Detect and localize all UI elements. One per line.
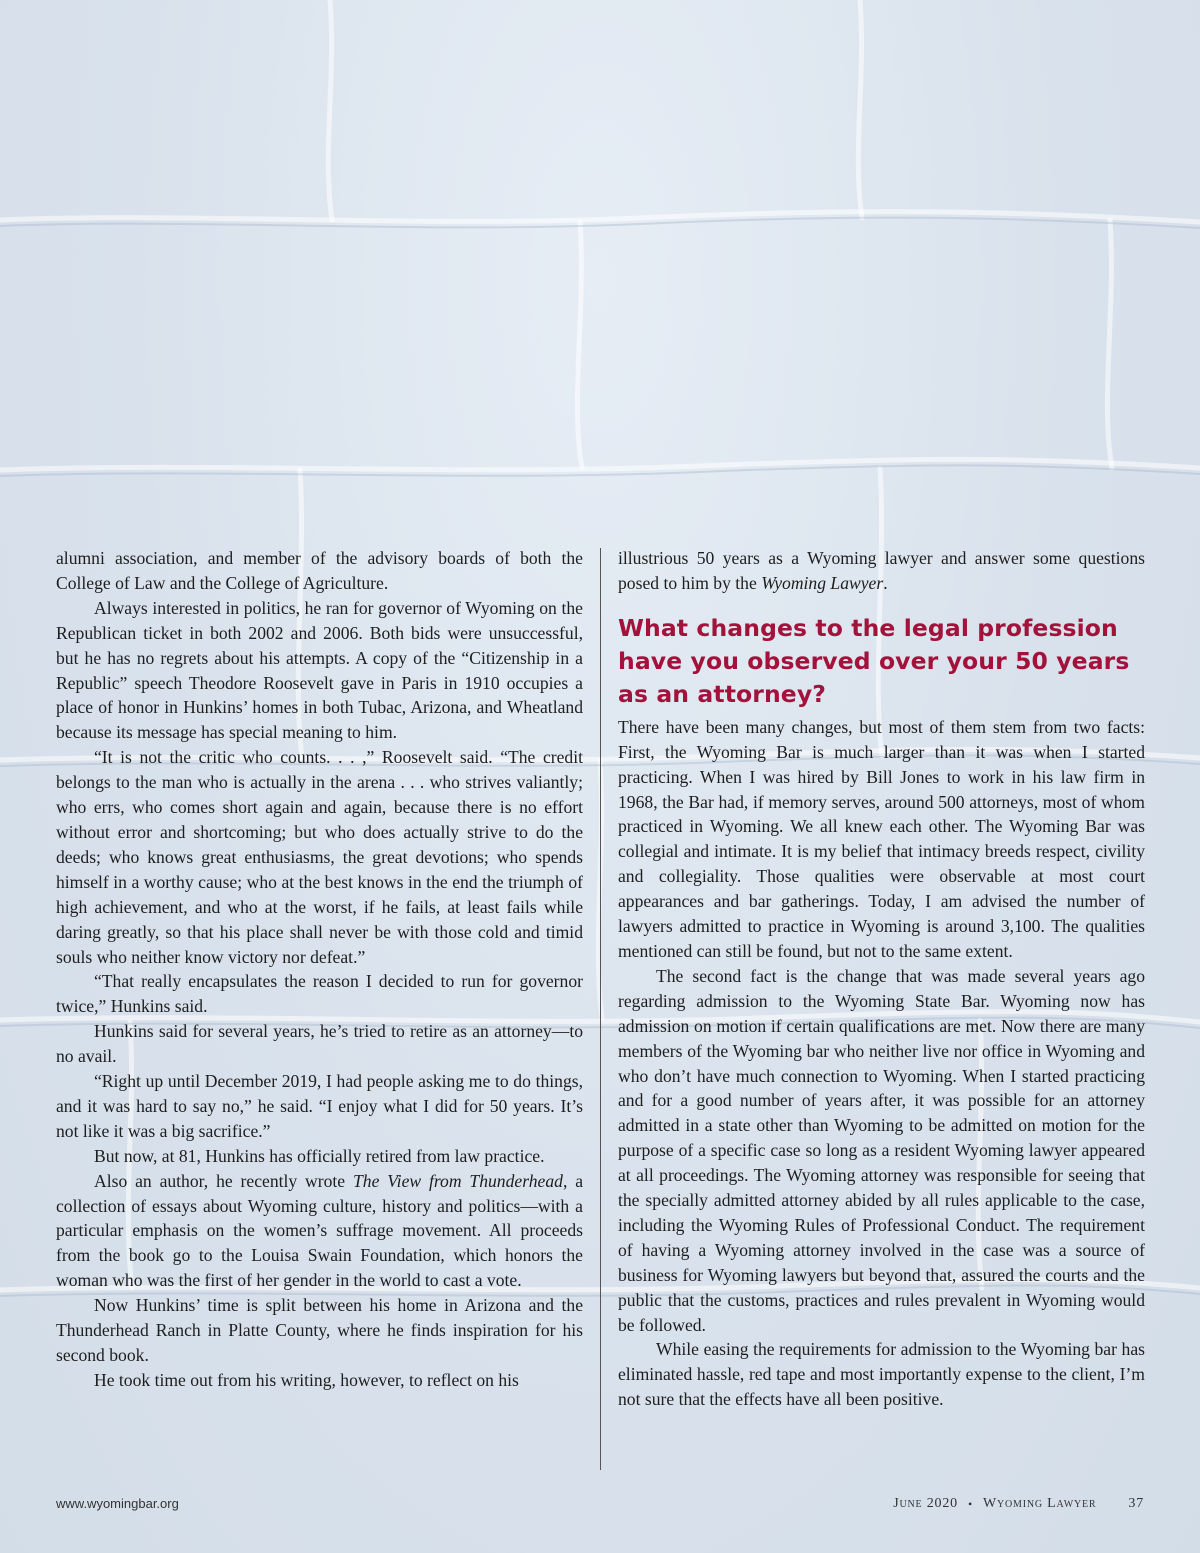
footer-publication: Wyoming Lawyer: [982, 1496, 1097, 1511]
paragraph: Hunkins said for several years, he’s tried to retire as an attorney—to no avail.: [56, 1021, 583, 1067]
paragraph: “That really encapsulates the reason I decided to run for governor twice,” Hunkins said.: [56, 971, 583, 1017]
page-number: 37: [1128, 1496, 1144, 1511]
text-run: .: [883, 572, 888, 593]
right-column: [618, 546, 1145, 1412]
text-run: , a collection of essays about Wyoming culture, history and politics—with a particular emphasis on the women’s suffrage movement. All proceeds from the book go to the Louisa Swain Foundation, which honors the woman who was the first of her gender in the world to cast a vote.: [56, 1170, 584, 1291]
paragraph: But now, at 81, Hunkins has officially retired from law practice.: [94, 1145, 545, 1166]
text-run: Also an author, he recently wrote: [94, 1170, 353, 1191]
paragraph: alumni association, and member of the advisory boards of both the College of Law and the College of Agriculture.: [56, 548, 583, 593]
paragraph: [618, 546, 1145, 596]
footer-website: www.wyomingbar.org: [56, 1496, 179, 1511]
question-heading: What changes to the legal profession have you observed over your 50 years as an attorney?: [618, 613, 1130, 708]
bullet-icon: •: [967, 1496, 973, 1511]
roosevelt-quote-paragraph: “It is not the critic who counts. . . ,” Roosevelt said. “The credit belongs to the man who is actually in the arena . . . who strives valiantly; who errs, who comes short again and again, because there is no effort without error and shortcoming; but who does actually strive to do the deeds; who knows great enthusiasms, the great devotions; who spends himself in a worthy cause; who at the best knows in the end the triumph of high achievement, and who at the worst, if he fails, at least fails while daring greatly, so that his place shall never be with those cold and timid souls who neither know victory nor defeat.”: [56, 747, 583, 967]
book-paragraph: [56, 1169, 583, 1294]
book-title: The View from Thunderhead: [352, 1170, 563, 1191]
paragraph: Now Hunkins’ time is split between his home in Arizona and the Thunderhead Ranch in Platte County, where he finds inspiration for his second book.: [56, 1295, 583, 1365]
paragraph: There have been many changes, but most of them stem from two facts: First, the Wyoming Bar is much larger than it was when I started practicing. When I was hired by Bill Jones to work in his law firm in 1968, the Bar had, if memory serves, around 500 attorneys, most of whom practiced in Wyoming. We all knew each other. The Wyoming Bar was collegial and intimate. It is my belief that intimacy breeds respect, civility and collegiality. Those qualities were observable at most court appearances and bar gatherings. Today, I am advised the number of lawyers admitted to practice in Wyoming is around 3,100. The qualities mentioned can still be found, but not to the same extent.: [618, 716, 1145, 961]
left-column: [56, 546, 583, 1393]
footer-date: June 2020: [893, 1496, 958, 1511]
paragraph: “Right up until December 2019, I had people asking me to do things, and it was hard to say no,” he said. “I enjoy what I did for 50 years. It’s not like it was a big sacrifice.”: [56, 1071, 583, 1141]
column-divider: [600, 548, 601, 1470]
text-run: illustrious 50 years as a Wyoming lawyer and answer some questions posed to him by the: [618, 548, 1145, 593]
paragraph: The second fact is the change that was made several years ago regarding admission to the Wyoming State Bar. Wyoming now has admission on motion if certain qualifications are met. Now there are many members of the Wyoming bar who neither live nor office in Wyoming and who don’t have much connection to Wyoming. When I started practicing and for a good number of years after, it was possible for an attorney admitted in a state other than Wyoming to be admitted on motion for the purpose of a specific case so long as a resident Wyoming lawyer appeared at all proceedings. The Wyoming attorney was responsible for seeing that the specially admitted attorney abided by all rules applicable to the case, including the Wyoming Rules of Professional Conduct. The requirement of having a Wyoming attorney involved in the case was a source of business for Wyoming lawyers but beyond that, assured the courts and the public that the customs, practices and rules prevalent in Wyoming would be followed.: [618, 965, 1145, 1335]
paragraph: While easing the requirements for admission to the Wyoming bar has eliminated hassle, red tape and most importantly expense to the client, I’m not sure that the effects have all been positive.: [618, 1339, 1145, 1410]
paragraph: Always interested in politics, he ran for governor of Wyoming on the Republican ticket in both 2002 and 2006. Both bids were unsuccessful, but he has no regrets about his attempts. A copy of the “Citizenship in a Republic” speech Theodore Roosevelt gave in Paris in 1910 occupies a place of honor in Hunkins’ homes in both Tubac, Arizona, and Wheatland because its message has special meaning to him.: [56, 597, 583, 743]
paragraph: He took time out from his writing, however, to reflect on his: [94, 1369, 519, 1390]
footer-info: [893, 1496, 1144, 1512]
publication-name: Wyoming Lawyer: [761, 572, 884, 593]
